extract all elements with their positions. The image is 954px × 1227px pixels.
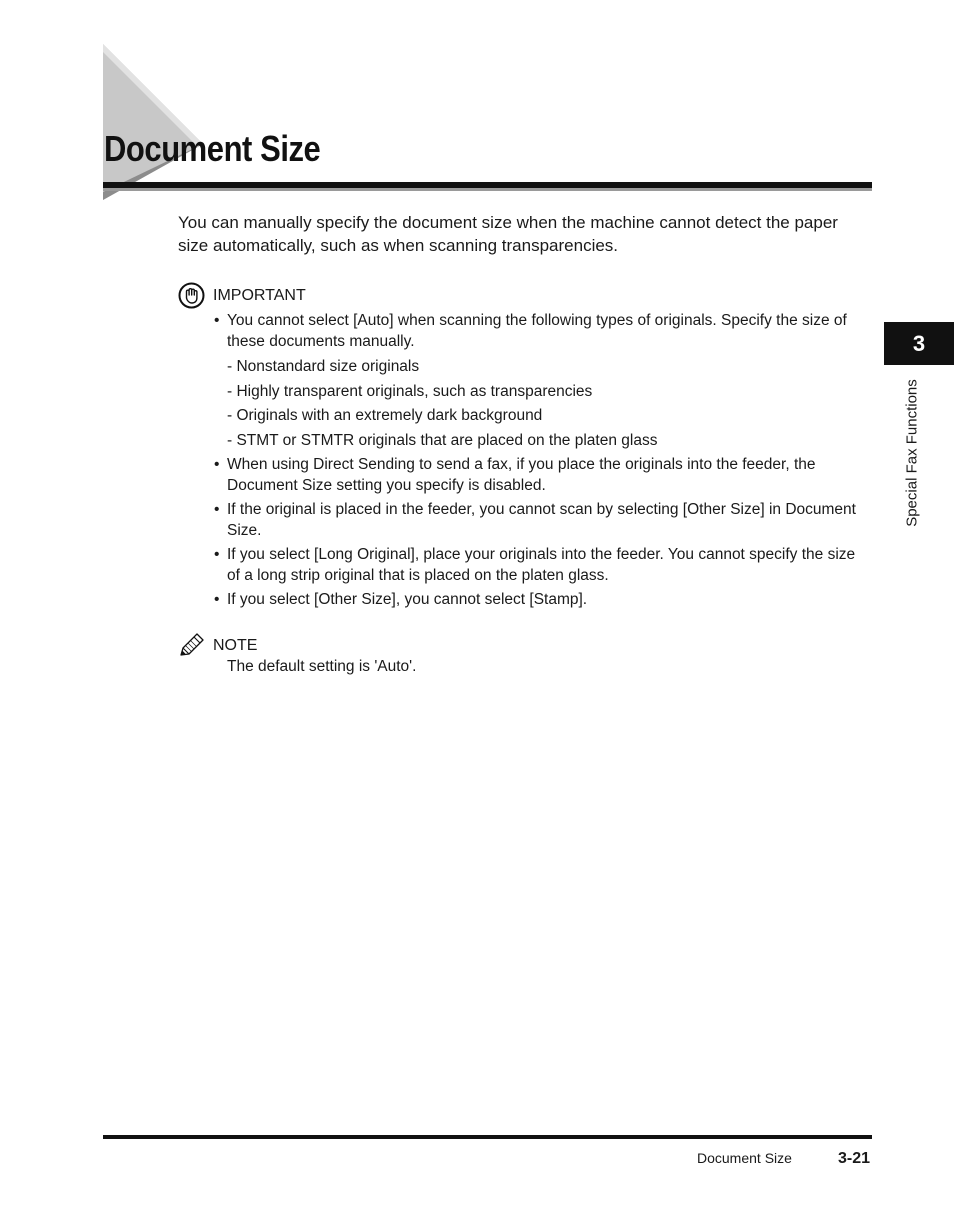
- note-label: NOTE: [213, 636, 258, 654]
- bullet-text: When using Direct Sending to send a fax, if you place the originals into the feeder, the Document Size setting you specify is disabled.: [227, 456, 816, 494]
- intro-paragraph: You can manually specify the document size when the machine cannot detect the paper size automatically, such as when scanning transparencies.: [178, 213, 838, 255]
- chapter-label: Special Fax Functions: [903, 379, 921, 527]
- chapter-number-tab: 3: [884, 322, 954, 365]
- note-text: The default setting is 'Auto'.: [227, 658, 417, 675]
- bullet-text: If you select [Long Original], place your originals into the feeder. You cannot specify the size of a long strip original that is placed on the platen glass.: [227, 546, 856, 584]
- note-heading: [178, 632, 257, 659]
- bullet-text: You cannot select [Auto] when scanning the following types of originals. Specify the size of these documents manually.: [227, 312, 847, 350]
- bullet-text: If you select [Other Size], you cannot select [Stamp].: [227, 591, 588, 608]
- list-item: [214, 589, 870, 610]
- list-item: [214, 499, 870, 541]
- pencil-icon: [178, 632, 205, 659]
- hand-stop-icon: [178, 282, 205, 309]
- list-item: [214, 310, 870, 451]
- important-label: IMPORTANT: [213, 286, 306, 304]
- sub-list-item: - Highly transparent originals, such as transparencies: [227, 382, 593, 400]
- list-item: [214, 544, 870, 586]
- important-heading: [178, 282, 306, 309]
- page-title: Document Size: [104, 128, 321, 169]
- footer-rule: [103, 1135, 872, 1139]
- corner-triangle-decoration: [103, 44, 203, 200]
- sub-list-item: - STMT or STMTR originals that are placed on the platen glass: [227, 431, 658, 449]
- page-number: 3-21: [838, 1150, 871, 1167]
- list-item: [214, 454, 870, 496]
- important-bullet-list: [214, 310, 870, 613]
- title-rule-shadow: [103, 188, 872, 191]
- sub-list-item: - Originals with an extremely dark background: [227, 407, 543, 424]
- bullet-text: If the original is placed in the feeder, you cannot scan by selecting [Other Size] in Document Size.: [227, 501, 856, 539]
- sub-list-item: - Nonstandard size originals: [227, 358, 420, 375]
- sub-list: [227, 356, 870, 451]
- footer-section-title: Document Size: [697, 1150, 792, 1166]
